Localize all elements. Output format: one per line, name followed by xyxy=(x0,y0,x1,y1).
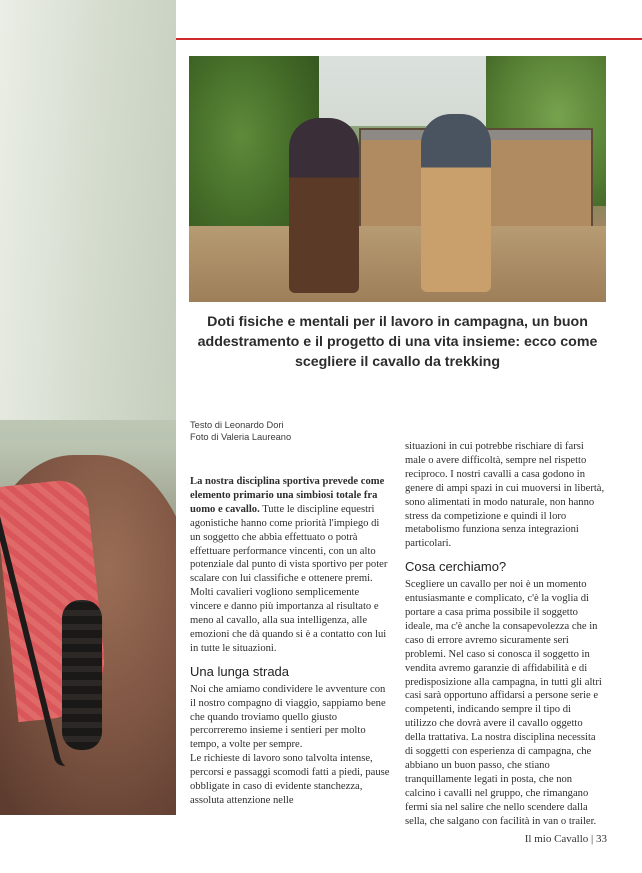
magazine-name: Il mio Cavallo xyxy=(524,833,589,845)
rider-on-palomino-horse xyxy=(421,114,491,292)
intro-paragraph xyxy=(190,475,390,656)
page-footer xyxy=(500,833,607,845)
footer-separator: | xyxy=(591,833,594,845)
hero-photo-riders xyxy=(189,56,606,302)
rider-on-bay-horse xyxy=(289,118,359,293)
text-column-left xyxy=(190,475,390,808)
photo-credit: Foto di Valeria Laureano xyxy=(190,432,292,442)
section1-paragraph-1: Noi che amiamo condividere le avventure con il nostro compagno di viaggio, sappiamo bene che quando troviamo quello giusto percorreremo insieme i sentieri per molto tempo, a volte per sempre. xyxy=(190,683,386,751)
article-credits xyxy=(190,419,370,443)
text-column-right xyxy=(405,440,605,828)
author-credit: Testo di Leonardo Dori xyxy=(190,420,284,430)
article-headline: Doti fisiche e mentali per il lavoro in campagna, un buon addestramento e il progetto di una vita insieme: ecco come scegliere il cavallo da trekking xyxy=(197,314,598,370)
subhead-cosa-cerchiamo: Cosa cerchiamo? xyxy=(405,559,507,575)
left-horse-photo xyxy=(0,0,176,815)
section1-paragraph-2: Le richieste di lavoro sono talvolta intense, percorsi e passaggi scomodi fatti a piedi, pause obbligate in caso di evidente stanchezza, assoluta attenzione nelle xyxy=(190,753,390,806)
intro-text: Tutte le discipline equestri agonistiche hanno come priorità l'impiego di un soggetto che abbia effettuato o potrà effettuare performance vincenti, con un alto potenziale dal punto di vista sportivo per poter scalare con lui classifiche e ottenere premi. Molti cavalieri vogliono semplicemente vincere e danno più importanza al risultato e meno al cavallo, alla sua intelligenza, alle emozioni che dà quando si è a contatto con lui in tutte le situazioni. xyxy=(190,503,388,654)
right-paragraph-1: situazioni in cui potrebbe rischiare di farsi male o avere difficoltà, sempre nel rispetto reciproco. I nostri cavalli a casa godono in genere di ampi spazi in cui muoversi in libertà, sono alimentati in modo naturale, non hanno stress da competizione e quindi il loro metabolismo funziona senza integrazioni particolari. xyxy=(405,441,605,550)
lead-text: La nostra disciplina sportiva prevede come elemento primario una simbiosi totale fra uomo e cavallo. xyxy=(190,476,385,515)
subhead-una-lunga-strada: Una lunga strada xyxy=(190,663,290,679)
right-paragraph-2: Scegliere un cavallo per noi è un momento entusiasmante e complicato, c'è la voglia di portare a casa prima possibile il soggetto ideale, ma c'è anche la consapevolezza che in caso di errore avremo sicuramente seri problemi. Nel caso si conosca il soggetto in vendita avremo garanzie di affidabilità e di predisposizione alla campagna, in tutti gli altri casi sarà opportuno affidarsi a persone serie e competenti, indicando sempre il tipo di utilizzo che dovrà avere il cavallo oggetto della trattativa. La nostra disciplina necessita di soggetti con esperienza di campagna, che abbiano un buon passo, che stiano tranquillamente legati in posta, che non calcino i cavalli nel gruppo, che rimangano fermi sia nel salire che nello scendere dalla sella, che salgano con facilità in van o trailer. xyxy=(405,579,602,827)
page-number: 33 xyxy=(596,833,607,845)
